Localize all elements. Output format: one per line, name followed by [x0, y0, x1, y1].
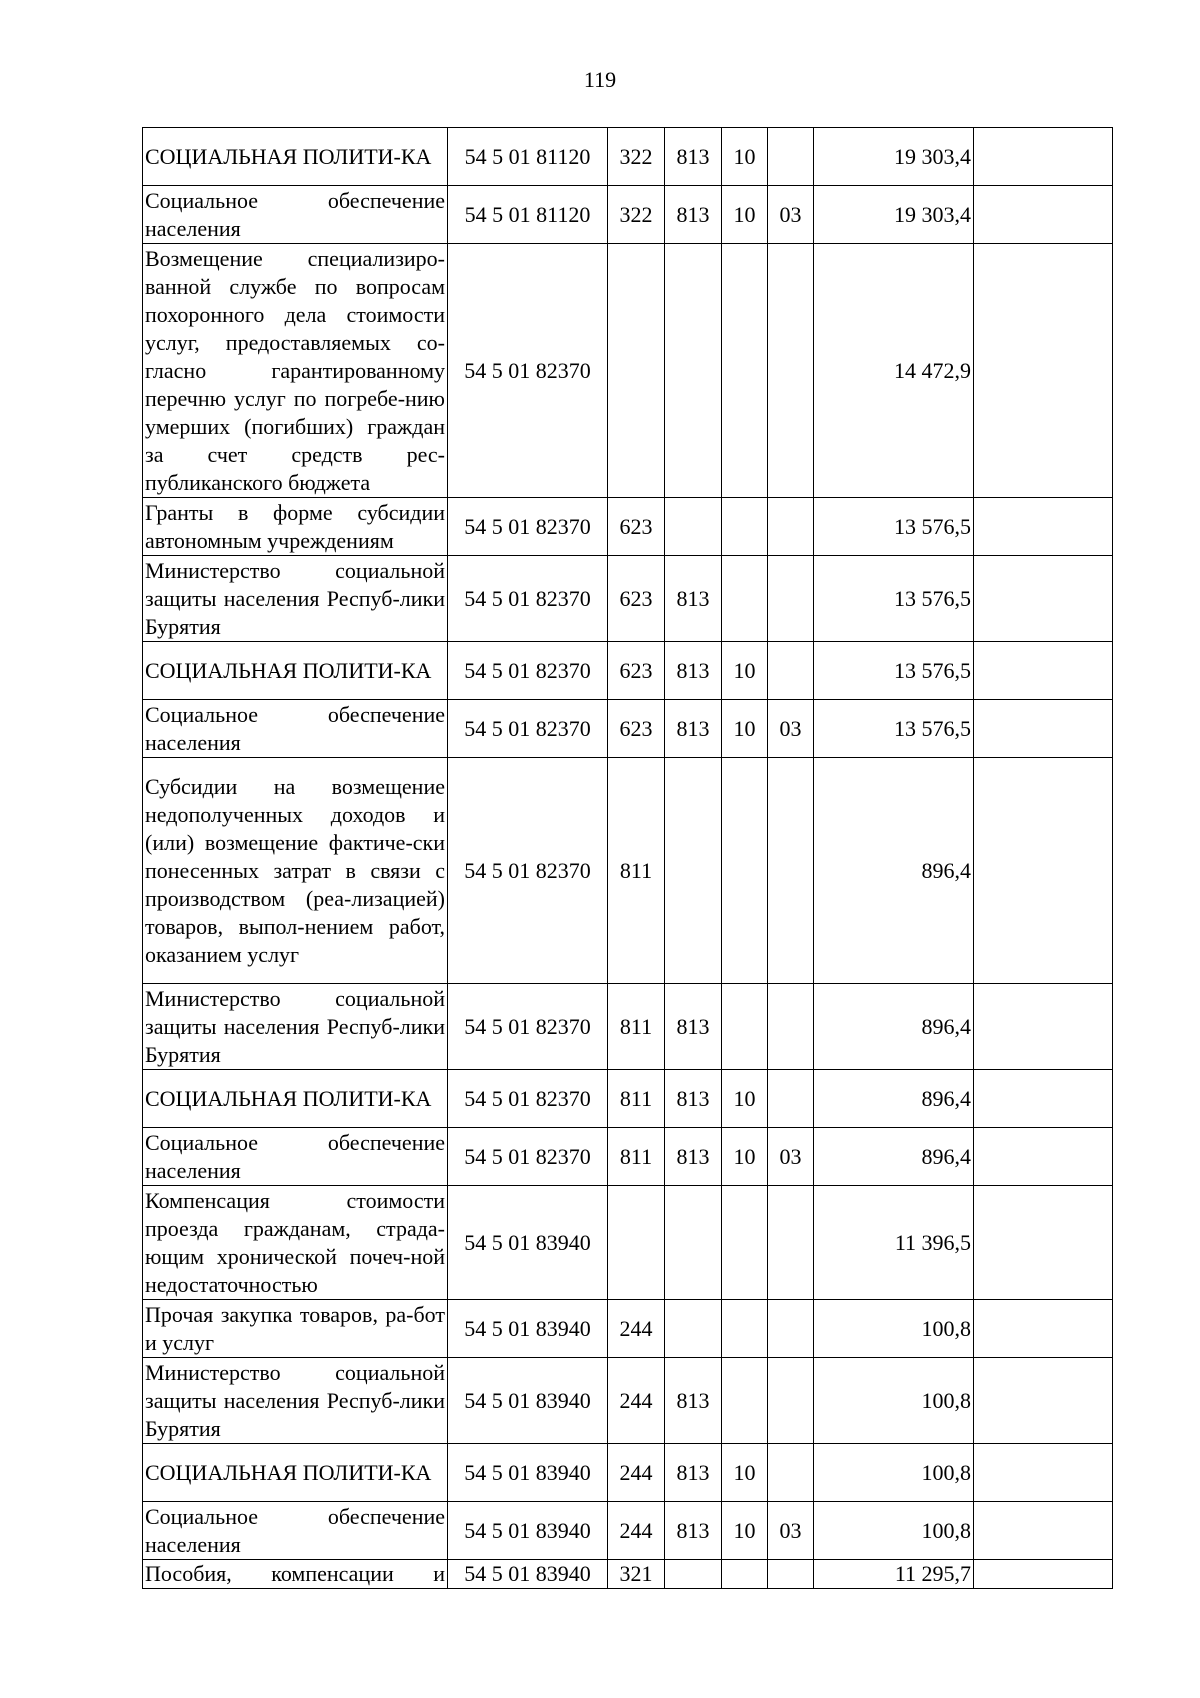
cell-section	[722, 244, 768, 498]
cell-extra	[974, 700, 1113, 758]
cell-ministry-code	[665, 758, 722, 984]
cell-target-code: 54 5 01 82370	[448, 642, 608, 700]
cell-ministry-code: 813	[665, 642, 722, 700]
cell-subsection	[768, 128, 814, 186]
cell-name: Субсидии на возмещение недополученных доходов и (или) возмещение фактиче-ски понесенных затрат в связи с производством (реа-лизацией) товаров, выпол-нением работ, оказанием услуг	[143, 758, 448, 984]
cell-ministry-code	[665, 498, 722, 556]
cell-expense-type: 811	[608, 1128, 665, 1186]
cell-subsection	[768, 1186, 814, 1300]
table-row	[143, 1300, 1113, 1358]
cell-section: 10	[722, 128, 768, 186]
cell-extra	[974, 556, 1113, 642]
cell-target-code: 54 5 01 82370	[448, 758, 608, 984]
cell-amount: 13 576,5	[814, 642, 974, 700]
cell-name: Возмещение специализиро-ванной службе по вопросам похоронного дела стоимости услуг, предоставляемых со-гласно гарантированному перечню услуг по погребе-нию умерших (погибших) граждан за счет средств рес-публиканского бюджета	[143, 244, 448, 498]
cell-section: 10	[722, 1070, 768, 1128]
cell-amount: 13 576,5	[814, 700, 974, 758]
cell-section: 10	[722, 186, 768, 244]
cell-ministry-code	[665, 1300, 722, 1358]
cell-target-code: 54 5 01 82370	[448, 700, 608, 758]
table-row	[143, 1444, 1113, 1502]
cell-target-code: 54 5 01 83940	[448, 1444, 608, 1502]
cell-ministry-code: 813	[665, 556, 722, 642]
cell-extra	[974, 498, 1113, 556]
cell-section: 10	[722, 1502, 768, 1560]
table-row	[143, 1070, 1113, 1128]
cell-name: Социальное обеспечение населения	[143, 186, 448, 244]
cell-ministry-code: 813	[665, 128, 722, 186]
cell-target-code: 54 5 01 81120	[448, 128, 608, 186]
cell-extra	[974, 1502, 1113, 1560]
cell-expense-type: 811	[608, 758, 665, 984]
table-row	[143, 758, 1113, 984]
cell-subsection	[768, 758, 814, 984]
cell-section: 10	[722, 1128, 768, 1186]
cell-section: 10	[722, 1444, 768, 1502]
cell-target-code: 54 5 01 82370	[448, 498, 608, 556]
cell-extra	[974, 1186, 1113, 1300]
cell-amount: 11 295,7	[814, 1560, 974, 1589]
page-number: 119	[583, 67, 617, 92]
table-row	[143, 1358, 1113, 1444]
cell-name: СОЦИАЛЬНАЯ ПОЛИТИ-КА	[143, 128, 448, 186]
cell-section	[722, 1560, 768, 1589]
cell-expense-type: 322	[608, 186, 665, 244]
cell-expense-type: 811	[608, 984, 665, 1070]
cell-amount: 100,8	[814, 1300, 974, 1358]
cell-name: СОЦИАЛЬНАЯ ПОЛИТИ-КА	[143, 1444, 448, 1502]
table-row	[143, 1502, 1113, 1560]
cell-section	[722, 556, 768, 642]
cell-ministry-code	[665, 244, 722, 498]
cell-amount: 896,4	[814, 984, 974, 1070]
cell-subsection	[768, 556, 814, 642]
cell-amount: 896,4	[814, 758, 974, 984]
cell-extra	[974, 1444, 1113, 1502]
cell-extra	[974, 186, 1113, 244]
cell-section	[722, 1300, 768, 1358]
cell-target-code: 54 5 01 82370	[448, 244, 608, 498]
cell-name: Министерство социальной защиты населения Респуб-лики Бурятия	[143, 984, 448, 1070]
cell-expense-type: 321	[608, 1560, 665, 1589]
table-row	[143, 1186, 1113, 1300]
cell-name: СОЦИАЛЬНАЯ ПОЛИТИ-КА	[143, 642, 448, 700]
table-row	[143, 556, 1113, 642]
cell-expense-type	[608, 1186, 665, 1300]
cell-name: Прочая закупка товаров, ра-бот и услуг	[143, 1300, 448, 1358]
cell-subsection: 03	[768, 1502, 814, 1560]
cell-section: 10	[722, 642, 768, 700]
cell-section	[722, 498, 768, 556]
cell-expense-type: 244	[608, 1300, 665, 1358]
cell-expense-type	[608, 244, 665, 498]
cell-expense-type: 322	[608, 128, 665, 186]
table-row	[143, 984, 1113, 1070]
cell-subsection	[768, 1070, 814, 1128]
cell-amount: 100,8	[814, 1444, 974, 1502]
table-row	[143, 1128, 1113, 1186]
cell-expense-type: 811	[608, 1070, 665, 1128]
cell-ministry-code: 813	[665, 1358, 722, 1444]
cell-name: Министерство социальной защиты населения Респуб-лики Бурятия	[143, 556, 448, 642]
cell-section	[722, 1358, 768, 1444]
cell-target-code: 54 5 01 81120	[448, 186, 608, 244]
cell-name: СОЦИАЛЬНАЯ ПОЛИТИ-КА	[143, 1070, 448, 1128]
cell-ministry-code: 813	[665, 1128, 722, 1186]
cell-extra	[974, 244, 1113, 498]
cell-extra	[974, 1300, 1113, 1358]
cell-name: Гранты в форме субсидии автономным учреждениям	[143, 498, 448, 556]
cell-name: Социальное обеспечение населения	[143, 700, 448, 758]
cell-name: Пособия, компенсации и	[143, 1560, 448, 1589]
cell-ministry-code: 813	[665, 186, 722, 244]
cell-ministry-code: 813	[665, 700, 722, 758]
cell-subsection	[768, 1358, 814, 1444]
cell-amount: 13 576,5	[814, 556, 974, 642]
cell-extra	[974, 1560, 1113, 1589]
cell-section	[722, 1186, 768, 1300]
cell-extra	[974, 128, 1113, 186]
cell-subsection	[768, 244, 814, 498]
cell-name: Социальное обеспечение населения	[143, 1128, 448, 1186]
cell-name: Компенсация стоимости проезда гражданам, страда-ющим хронической почеч-ной недостаточностью	[143, 1186, 448, 1300]
cell-expense-type: 623	[608, 498, 665, 556]
cell-amount: 100,8	[814, 1358, 974, 1444]
cell-target-code: 54 5 01 82370	[448, 984, 608, 1070]
cell-expense-type: 623	[608, 700, 665, 758]
cell-extra	[974, 642, 1113, 700]
cell-extra	[974, 1128, 1113, 1186]
cell-expense-type: 623	[608, 642, 665, 700]
cell-extra	[974, 984, 1113, 1070]
cell-target-code: 54 5 01 83940	[448, 1300, 608, 1358]
table-row	[143, 642, 1113, 700]
cell-amount: 19 303,4	[814, 128, 974, 186]
cell-ministry-code: 813	[665, 1502, 722, 1560]
cell-extra	[974, 1358, 1113, 1444]
budget-table-body	[143, 128, 1113, 1589]
cell-subsection	[768, 984, 814, 1070]
cell-section: 10	[722, 700, 768, 758]
cell-target-code: 54 5 01 82370	[448, 1128, 608, 1186]
cell-extra	[974, 758, 1113, 984]
table-row	[143, 1560, 1113, 1589]
cell-name: Министерство социальной защиты населения Респуб-лики Бурятия	[143, 1358, 448, 1444]
cell-expense-type: 623	[608, 556, 665, 642]
cell-target-code: 54 5 01 83940	[448, 1502, 608, 1560]
cell-ministry-code	[665, 1186, 722, 1300]
cell-subsection	[768, 1300, 814, 1358]
cell-section	[722, 984, 768, 1070]
cell-target-code: 54 5 01 83940	[448, 1560, 608, 1589]
cell-amount: 11 396,5	[814, 1186, 974, 1300]
cell-name: Социальное обеспечение населения	[143, 1502, 448, 1560]
cell-amount: 896,4	[814, 1070, 974, 1128]
cell-expense-type: 244	[608, 1358, 665, 1444]
cell-subsection: 03	[768, 186, 814, 244]
cell-expense-type: 244	[608, 1444, 665, 1502]
cell-amount: 13 576,5	[814, 498, 974, 556]
cell-subsection: 03	[768, 700, 814, 758]
cell-ministry-code: 813	[665, 1070, 722, 1128]
cell-amount: 19 303,4	[814, 186, 974, 244]
cell-subsection	[768, 642, 814, 700]
table-row	[143, 244, 1113, 498]
cell-ministry-code: 813	[665, 984, 722, 1070]
cell-section	[722, 758, 768, 984]
table-row	[143, 186, 1113, 244]
cell-target-code: 54 5 01 83940	[448, 1358, 608, 1444]
cell-ministry-code: 813	[665, 1444, 722, 1502]
cell-amount: 896,4	[814, 1128, 974, 1186]
cell-amount: 14 472,9	[814, 244, 974, 498]
cell-amount: 100,8	[814, 1502, 974, 1560]
cell-target-code: 54 5 01 83940	[448, 1186, 608, 1300]
cell-subsection	[768, 1560, 814, 1589]
cell-subsection	[768, 498, 814, 556]
cell-target-code: 54 5 01 82370	[448, 556, 608, 642]
table-row	[143, 128, 1113, 186]
cell-subsection	[768, 1444, 814, 1502]
cell-target-code: 54 5 01 82370	[448, 1070, 608, 1128]
table-row	[143, 700, 1113, 758]
table-row	[143, 498, 1113, 556]
cell-subsection: 03	[768, 1128, 814, 1186]
cell-ministry-code	[665, 1560, 722, 1589]
budget-table	[142, 127, 1113, 1589]
cell-expense-type: 244	[608, 1502, 665, 1560]
cell-extra	[974, 1070, 1113, 1128]
